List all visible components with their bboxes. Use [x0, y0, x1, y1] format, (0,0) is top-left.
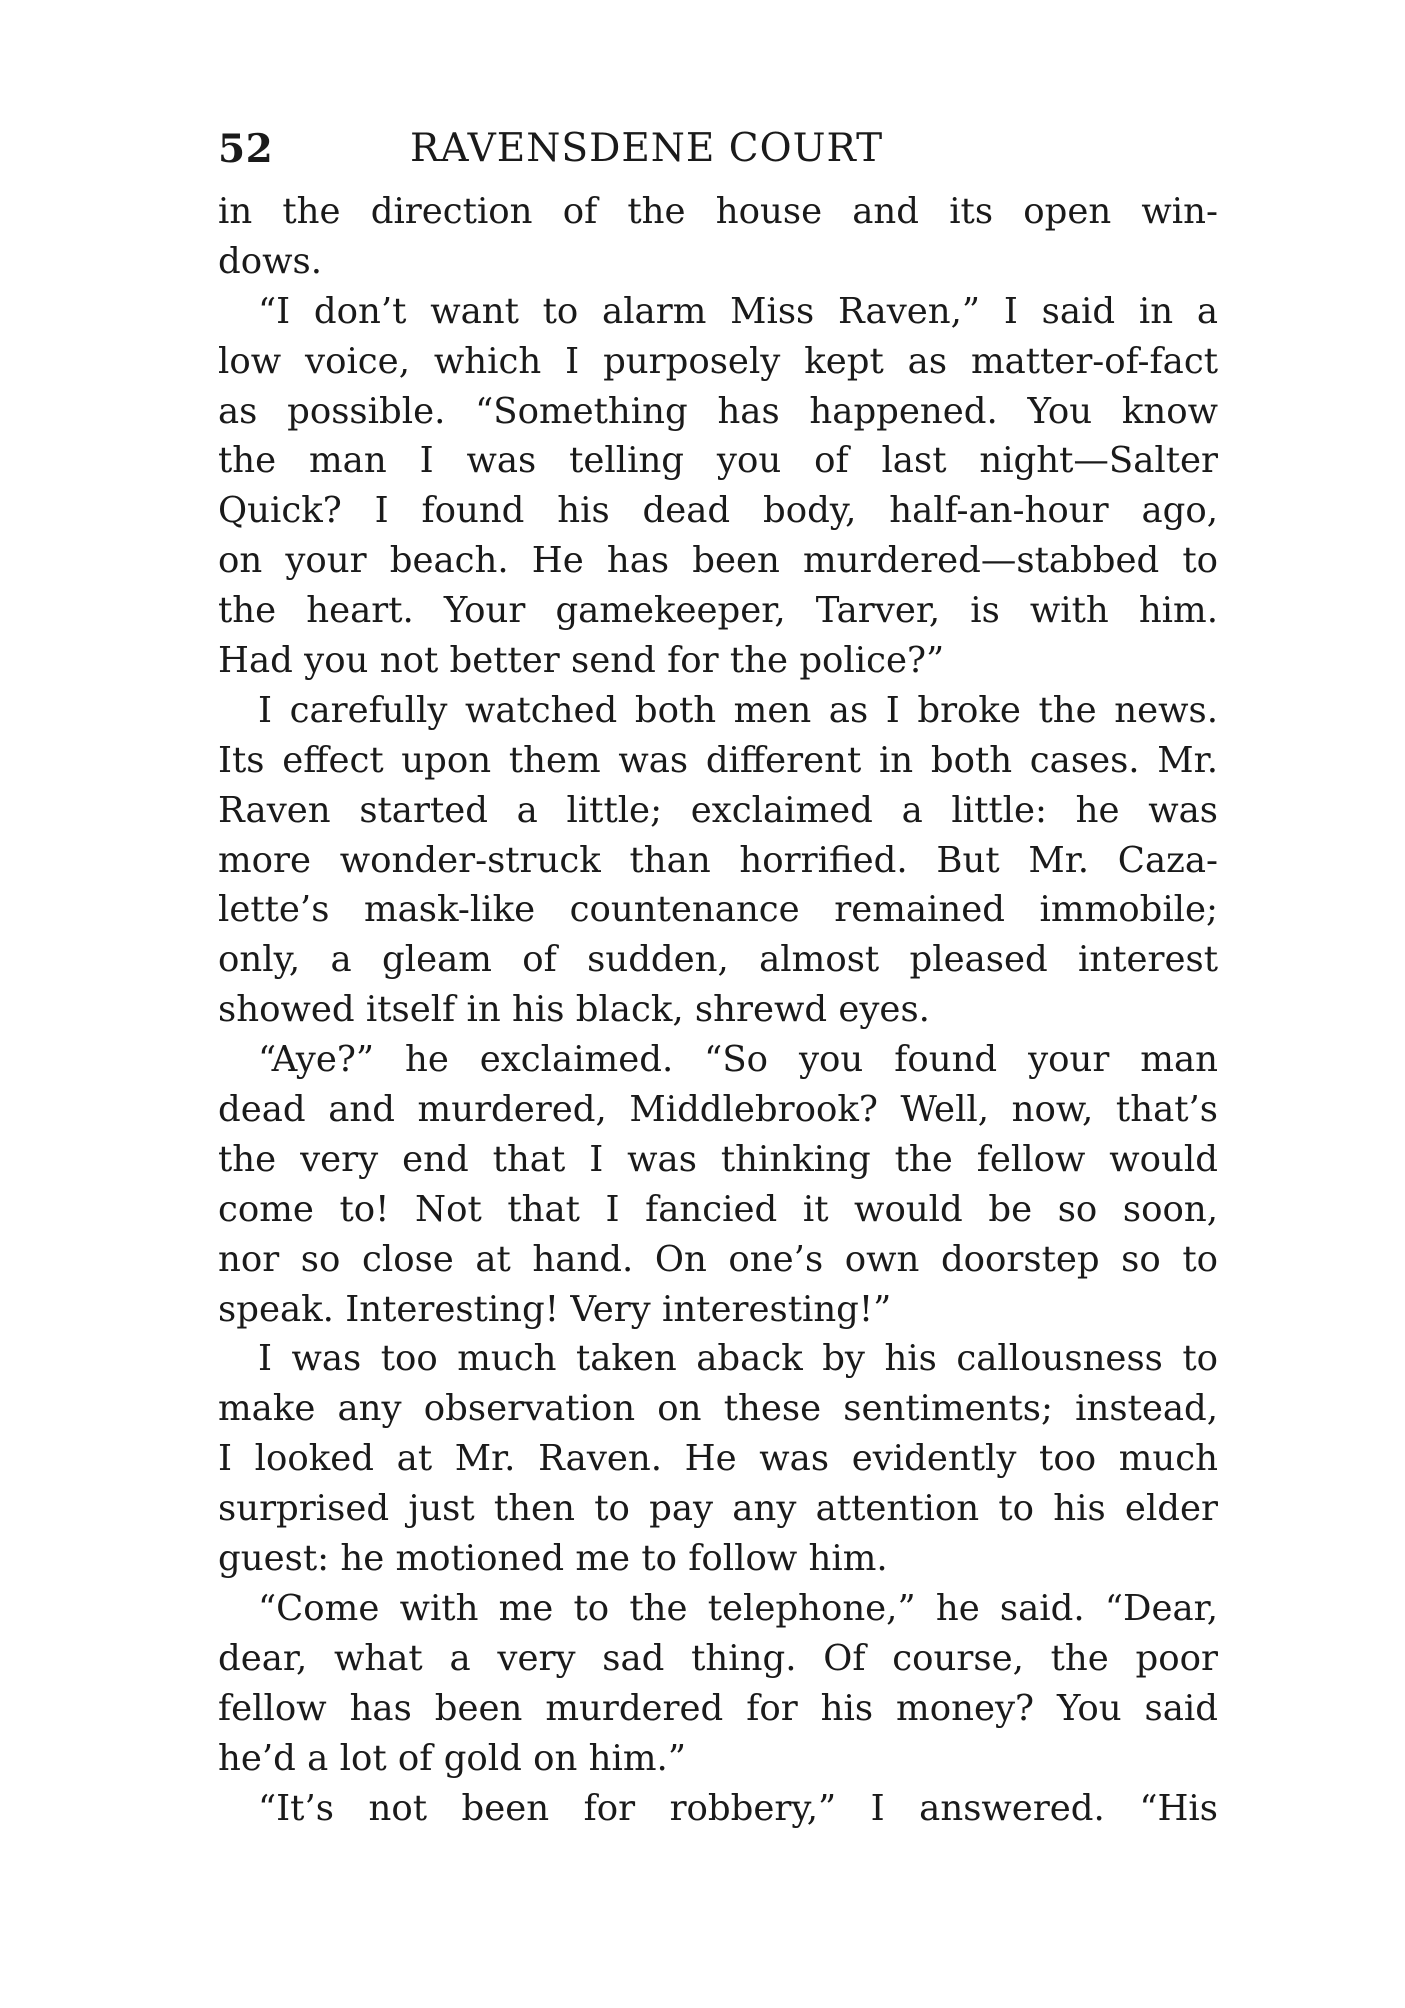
text-line: surprised just then to pay any attention to his elder — [218, 1488, 1218, 1530]
text-line: in the direction of the house and its open win- — [218, 191, 1218, 232]
text-line: I was too much taken aback by his callousness to — [258, 1338, 1218, 1380]
text-line: Raven started a little; exclaimed a little: he was — [218, 789, 1218, 831]
text-line: showed itself in his black, shrewd eyes. — [218, 989, 930, 1031]
text-line: low voice, which I purposely kept as matter-of-fact — [218, 340, 1218, 382]
text-line: on your beach. He has been murdered—stabbed to — [218, 540, 1218, 582]
text-line: “Aye?” he exclaimed. “So you found your man — [258, 1039, 1218, 1081]
text-line: dead and murdered, Middlebrook? Well, now, that’s — [218, 1089, 1218, 1131]
text-line: come to! Not that I fancied it would be so soon, — [218, 1188, 1218, 1230]
text-line: nor so close at hand. On one’s own doorstep so to — [218, 1238, 1218, 1280]
page-number: 52 — [218, 126, 274, 172]
text-line: more wonder-struck than horrified. But Mr. Caza- — [218, 839, 1218, 881]
text-line: “I don’t want to alarm Miss Raven,” I said in a — [258, 290, 1218, 332]
text-line: Had you not better send for the police?” — [218, 640, 945, 682]
text-line: fellow has been murdered for his money? You said — [218, 1687, 1218, 1729]
text-line: the very end that I was thinking the fellow would — [218, 1138, 1218, 1180]
text-line: I carefully watched both men as I broke the news. — [258, 689, 1218, 731]
text-line: speak. Interesting! Very interesting!” — [218, 1288, 892, 1330]
text-line: “Come with me to the telephone,” he said. “Dear, — [258, 1587, 1218, 1629]
text-line: dows. — [218, 240, 322, 282]
text-line: guest: he motioned me to follow him. — [218, 1538, 888, 1580]
body-text — [218, 187, 1218, 1833]
text-line: lette’s mask-like countenance remained immobile; — [218, 889, 1218, 931]
text-line: as possible. “Something has happened. You know — [218, 390, 1218, 432]
text-line: “It’s not been for robbery,” I answered. “His — [258, 1787, 1218, 1829]
text-line: I looked at Mr. Raven. He was evidently too much — [218, 1438, 1218, 1480]
text-line: the man I was telling you of last night—Salter — [218, 440, 1218, 482]
text-line: Quick? I found his dead body, half-an-hour ago, — [218, 490, 1218, 532]
text-line: dear, what a very sad thing. Of course, the poor — [218, 1637, 1218, 1679]
text-line: he’d a lot of gold on him.” — [218, 1737, 686, 1779]
text-line: make any observation on these sentiments; instead, — [218, 1388, 1218, 1430]
running-title: RAVENSDENE COURT — [410, 126, 884, 171]
text-line: the heart. Your gamekeeper, Tarver, is with him. — [218, 590, 1218, 632]
page-header — [218, 126, 1218, 182]
text-line: Its effect upon them was different in both cases. Mr. — [218, 739, 1218, 781]
text-line: only, a gleam of sudden, almost pleased interest — [218, 939, 1218, 981]
